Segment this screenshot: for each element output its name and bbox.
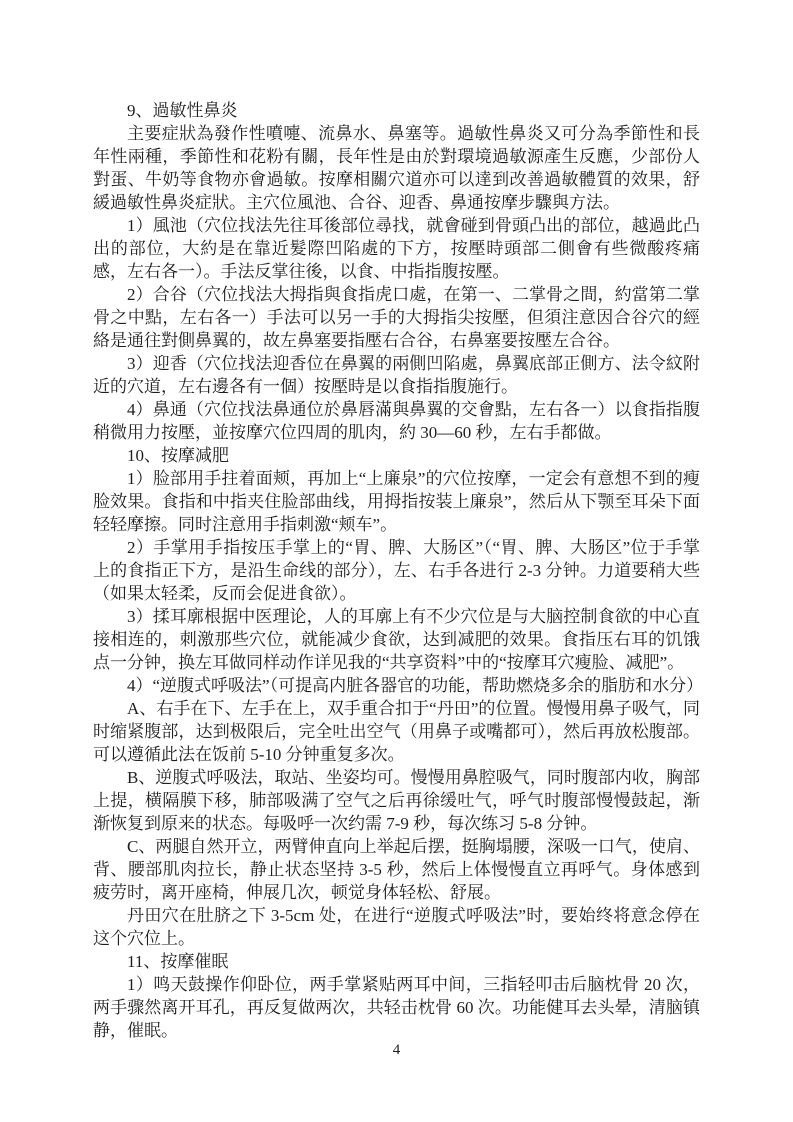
paragraph-intro-rhinitis: 主要症狀為發作性噴嚏、流鼻水、鼻塞等。過敏性鼻炎又可分為季節性和長年性兩種，季節性和花粉有關，長年性是由於對環境過敏源產生反應，少部份人對蛋、牛奶等食物亦會過敏。按摩相關穴道亦可以達到改善過敏體質的效果，舒緩過敏性鼻炎症狀。主穴位風池、合谷、迎香、鼻通按摩步驟與方法。 [93,124,700,212]
paragraph-dantian: 丹田穴在肚脐之下 3-5cm 处，在进行“逆腹式呼吸法”时，要始终将意念停在这个穴位上。 [93,906,700,948]
paragraph-breathing-method: 4）“逆腹式呼吸法”（可提高内脏各器官的功能，帮助燃烧多余的脂肪和水分） [127,676,704,695]
section-heading-11: 11、按摩催眠 [127,952,229,971]
section-heading-9: 9、過敏性鼻炎 [127,101,238,120]
page-footer [0,1040,793,1060]
paragraph-breathing-c: C、两腿自然开立，两臂伸直向上举起后摆，挺胸塌腰，深吸一口气，使肩、背、腰部肌肉拉长，静止状态坚持 3-5 秒，然后上体慢慢直立再呼气。身体感到疲劳时，离开座椅，伸展几次，顿觉身体轻松、舒展。 [93,837,700,902]
paragraph-breathing-b: B、逆腹式呼吸法，取站、坐姿均可。慢慢用鼻腔吸气，同时腹部内收，胸部上提，横隔膜下移，肺部吸满了空气之后再徐缓吐气，呼气时腹部慢慢鼓起，渐渐恢复到原来的状态。每吸呼一次约需 7-9 秒，每次练习 5-8 分钟。 [93,768,700,833]
paragraph-bitong: 4）鼻通（穴位找法鼻通位於鼻唇滿與鼻翼的交會點，左右各一）以食指指腹稍微用力按壓，並按摩穴位四周的肌肉，約 30—60 秒，左右手都做。 [93,400,700,442]
page-number: 4 [392,1042,401,1058]
document-body [93,99,704,1042]
paragraph-mingtiangu: 1）鸣天鼓操作仰卧位，两手掌紧贴两耳中间，三指轻叩击后脑枕骨 20 次，两手骤然离开耳孔，再反复做两次，共轻击枕骨 60 次。功能健耳去头晕，清脑镇静，催眠。 [93,975,700,1040]
paragraph-fengchi: 1）風池（穴位找法先往耳後部位尋找，就會碰到骨頭凸出的部位，越過此凸出的部位，大約是在靠近髮際凹陷處的下方，按壓時頭部二側會有些微酸疼痛感，左右各一）。手法反掌往後，以食、中指指腹按壓。 [93,216,700,281]
paragraph-face-massage: 1）脸部用手拄着面颊，再加上“上廉泉”的穴位按摩，一定会有意想不到的瘦脸效果。食指和中指夹住脸部曲线，用拇指按装上廉泉”，然后从下颚至耳朵下面轻轻摩擦。同时注意用手指刺激“颊车”。 [93,469,700,534]
paragraph-palm-massage: 2）手掌用手指按压手掌上的“胃、脾、大肠区”（“胃、脾、大肠区”位于手掌上的食指正下方，是沿生命线的部分），左、右手各进行 2-3 分钟。力道要稍大些（如果太轻柔，反而会促进食欲）。 [93,538,700,603]
paragraph-breathing-a: A、右手在下、左手在上，双手重合扣于“丹田”的位置。慢慢用鼻子吸气，同时缩紧腹部，达到极限后，完全吐出空气（用鼻子或嘴都可），然后再放松腹部。可以遵循此法在饭前 5-10 分钟重复多次。 [93,699,700,764]
paragraph-yingxiang: 3）迎香（穴位找法迎香位在鼻翼的兩側凹陷處，鼻翼底部正側方、法令紋附近的穴道，左右邊各有一個）按壓時是以食指指腹施行。 [93,354,700,396]
paragraph-ear-massage: 3）揉耳廓根据中医理论，人的耳廓上有不少穴位是与大脑控制食欲的中心直接相连的，刺激那些穴位，就能减少食欲，达到减肥的效果。食指压右耳的饥饿点一分钟，换左耳做同样动作详见我的“共享资料”中的“按摩耳穴瘦脸、减肥”。 [93,607,700,672]
section-heading-10: 10、按摩减肥 [127,446,229,465]
paragraph-hegu: 2）合谷（穴位找法大拇指與食指虎口處，在第一、二掌骨之間，約當第二掌骨之中點，左右各一）手法可以另一手的大拇指尖按壓，但須注意因合谷穴的經絡是通往對側鼻翼的，故左鼻塞要指壓右合谷，右鼻塞要按壓左合谷。 [93,285,700,350]
